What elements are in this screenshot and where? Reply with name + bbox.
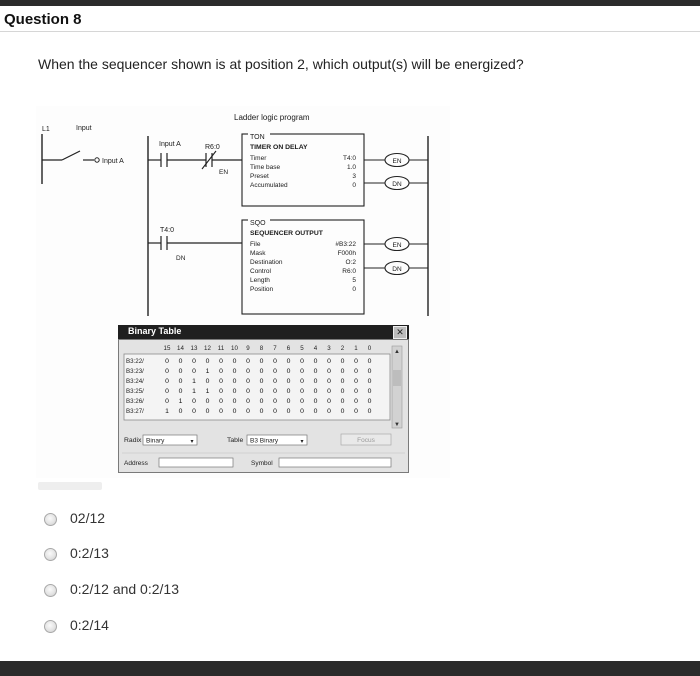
bit-header: 4 [313,345,318,352]
bit-cell[interactable]: 1 [205,368,210,375]
bit-header: 12 [204,345,211,352]
bit-cell[interactable]: 0 [165,368,169,375]
ton-row-label: Accumulated [250,182,288,189]
bit-cell[interactable]: 0 [232,408,237,415]
ton-name: TIMER ON DELAY [250,144,308,151]
blurred-mark [38,482,102,490]
sqo-row-label: File [250,241,261,248]
bit-cell[interactable]: 0 [165,388,169,395]
bit-cell[interactable]: 0 [259,388,264,395]
radio-button[interactable] [44,620,57,633]
bit-header: 7 [273,345,277,352]
sqo-row-value: F000h [337,250,356,257]
bit-cell[interactable]: 0 [340,408,345,415]
bit-cell[interactable]: 0 [165,398,169,405]
radix-label: Radix [124,437,142,444]
answer-label: 0:2/13 [70,545,109,561]
bit-cell[interactable]: 0 [219,408,223,415]
binary-table-data-area [124,354,390,420]
bit-cell[interactable]: 0 [313,388,318,395]
bit-cell[interactable]: 0 [205,408,210,415]
bit-cell[interactable]: 0 [219,378,223,385]
bit-cell[interactable]: 0 [367,378,372,385]
bit-cell[interactable]: 0 [232,368,237,375]
sqo-row-label: Length [250,277,270,284]
input-a-contact [161,153,167,167]
bit-cell[interactable]: 0 [232,398,237,405]
focus-button-label: Focus [357,437,375,444]
ton-dn-coil-label: DN [392,181,402,188]
sqo-rows [250,241,356,293]
sqo-name: SEQUENCER OUTPUT [250,230,323,237]
bit-cell[interactable]: 0 [232,358,237,365]
scroll-up-icon[interactable]: ▲ [394,349,400,355]
bit-cell[interactable]: 0 [313,398,318,405]
bit-cell[interactable]: 0 [367,388,372,395]
chevron-down-icon: ▾ [190,439,194,445]
t4-dn-contact [161,236,167,250]
row-address: B3:27/ [126,408,144,415]
bit-cell[interactable]: 1 [192,388,196,395]
bit-cell[interactable]: 0 [354,408,358,415]
answer-label: 0:2/12 and 0:2/13 [70,581,179,597]
title-divider [0,31,700,32]
bit-cell[interactable]: 0 [286,408,291,415]
close-icon[interactable]: ✕ [393,326,407,339]
bit-cell[interactable]: 0 [327,368,331,375]
row-address: B3:25/ [126,388,144,395]
bit-cell[interactable]: 0 [273,368,277,375]
rung1-contact2-sub: EN [219,169,229,176]
bit-header: 10 [231,345,238,352]
bit-cell[interactable]: 0 [286,398,291,405]
bit-cell[interactable]: 0 [192,408,196,415]
bit-cell[interactable]: 0 [367,368,372,375]
bit-cell[interactable]: 1 [165,408,169,415]
sqo-row-value: 0 [352,286,356,293]
bit-cell[interactable]: 0 [273,358,277,365]
radix-value: Binary [146,437,165,445]
bit-cell[interactable]: 0 [327,388,331,395]
sqo-row-label: Destination [250,259,283,266]
bit-cell[interactable]: 0 [178,408,183,415]
bit-cell[interactable]: 0 [192,358,196,365]
bit-cell[interactable]: 0 [192,368,196,375]
bit-cell[interactable]: 0 [300,388,304,395]
binary-table-title: Binary Table [128,326,182,336]
bit-cell[interactable]: 0 [340,388,345,395]
bit-header: 0 [367,345,372,352]
bit-cell[interactable]: 0 [354,368,358,375]
input-label: Input [76,125,92,132]
bit-cell[interactable]: 0 [313,408,318,415]
chevron-down-icon: ▾ [300,439,304,445]
bit-cell[interactable]: 0 [273,378,277,385]
ton-title: TON [250,134,265,141]
rung1-contact2-label: R6:0 [205,144,220,151]
bit-cell[interactable]: 0 [300,378,304,385]
binary-table-scrollbar[interactable] [392,346,402,428]
bottom-bar [0,661,700,676]
sqo-row-value: O:2 [345,259,356,266]
bit-cell[interactable]: 1 [205,388,210,395]
bit-cell[interactable]: 0 [219,388,223,395]
bit-cell[interactable]: 0 [273,408,277,415]
bit-cell[interactable]: 0 [300,368,304,375]
bit-header: 5 [300,345,304,352]
binary-table-body [118,339,409,473]
ton-row-label: Timer [250,155,267,162]
symbol-label: Symbol [251,460,273,467]
bit-cell[interactable]: 0 [192,398,196,405]
ton-row-value: T4:0 [342,155,356,162]
bit-header: 14 [177,345,184,352]
bit-cell[interactable]: 0 [367,408,372,415]
bit-header: 1 [354,345,358,352]
bit-cell[interactable]: 0 [340,398,345,405]
bit-cell[interactable]: 0 [327,358,331,365]
radio-button[interactable] [44,513,57,526]
sqo-dn-coil-label: DN [392,266,402,273]
bit-cell[interactable]: 0 [300,398,304,405]
binary-table-window [118,325,409,472]
bit-cell[interactable]: 0 [259,368,264,375]
bit-cell[interactable]: 0 [219,358,223,365]
switch-blade [62,151,80,160]
ton-en-coil-label: EN [392,158,402,165]
bit-cell[interactable]: 1 [192,378,196,385]
rung1-contact1-label: Input A [159,141,181,148]
bit-cell[interactable]: 0 [246,358,250,365]
bit-cell[interactable]: 0 [205,358,210,365]
row-address: B3:24/ [126,378,144,385]
bit-cell[interactable]: 0 [354,358,358,365]
bit-cell[interactable]: 0 [219,368,223,375]
bit-headers [164,345,372,352]
bit-cell[interactable]: 0 [354,378,358,385]
rung2-contact1-sub: DN [176,255,186,262]
bit-cell[interactable]: 0 [178,358,183,365]
sqo-row-value: #B3:22 [335,241,356,248]
bit-header: 11 [217,345,225,352]
bit-header: 2 [340,345,345,352]
symbol-input[interactable] [279,458,391,467]
ton-rows [250,155,356,189]
bit-header: 9 [246,345,250,352]
bit-cell[interactable]: 0 [178,388,183,395]
bit-header: 13 [190,345,198,352]
bit-cell[interactable]: 0 [340,378,345,385]
bit-cell[interactable]: 0 [327,398,331,405]
sqo-row-label: Control [250,268,271,275]
bit-cell[interactable]: 0 [313,378,318,385]
bit-cell[interactable]: 0 [205,378,210,385]
rung2-contact1-label: T4:0 [160,227,175,234]
bit-cell[interactable]: 0 [286,388,291,395]
bit-cell[interactable]: 0 [354,388,358,395]
bit-cell[interactable]: 0 [246,408,250,415]
sqo-title: SQO [250,220,266,227]
bit-cell[interactable]: 0 [367,358,372,365]
binary-table-titlebar [118,325,409,339]
bit-cell[interactable]: 0 [178,368,183,375]
bit-cell[interactable]: 0 [300,408,304,415]
binary-table-grid [119,340,408,472]
sqo-row-label: Position [250,286,274,293]
bit-cell[interactable]: 0 [327,378,331,385]
scroll-down-icon[interactable]: ▼ [394,422,400,428]
bit-cell[interactable]: 0 [232,388,237,395]
table-value: B3 Binary [250,437,279,445]
input-switch-label: Input A [102,158,124,165]
scrollbar-thumb[interactable] [393,370,401,386]
radio-button[interactable] [44,584,57,597]
bit-cell[interactable]: 1 [178,398,183,405]
question-title: Question 8 [4,11,82,28]
radio-button[interactable] [44,548,57,561]
bit-cell[interactable]: 0 [327,408,331,415]
bit-cell[interactable]: 0 [219,398,223,405]
ton-row-label: Time base [250,164,281,171]
answer-label: 0:2/14 [70,617,109,633]
bit-cell[interactable]: 0 [205,398,210,405]
ton-row-value: 1.0 [346,164,356,171]
ton-row-label: Preset [250,173,269,180]
table-label: Table [227,437,244,444]
bit-header: 3 [327,345,331,352]
bit-cell[interactable]: 0 [246,388,250,395]
bit-cell[interactable]: 0 [246,398,250,405]
sqo-row-value: R6:0 [342,268,356,275]
bit-cell[interactable]: 0 [259,408,264,415]
top-bar [0,0,700,6]
bit-cell[interactable]: 0 [300,358,304,365]
bit-cell[interactable]: 0 [273,398,277,405]
bit-header: 6 [286,345,291,352]
bit-cell[interactable]: 0 [232,378,237,385]
bit-cell[interactable]: 0 [286,378,291,385]
bit-cell[interactable]: 0 [313,358,318,365]
sqo-en-coil-label: EN [392,242,402,249]
ton-row-value: 0 [352,182,356,189]
bit-cell[interactable]: 0 [259,398,264,405]
answer-label: 02/12 [70,510,106,526]
bit-cell[interactable]: 0 [340,368,345,375]
bit-cell[interactable]: 0 [367,398,372,405]
bit-cell[interactable]: 0 [178,378,183,385]
bit-cell[interactable]: 0 [340,358,345,365]
row-address: B3:26/ [126,398,144,405]
bit-header: 15 [163,345,171,352]
rail-label: L1 [42,126,50,133]
bit-cell[interactable]: 0 [273,388,277,395]
address-input[interactable] [159,458,233,467]
address-label: Address [124,460,148,467]
bit-cell[interactable]: 0 [286,358,291,365]
bit-cell[interactable]: 0 [259,358,264,365]
bit-cell[interactable]: 0 [246,368,250,375]
bit-cell[interactable]: 0 [165,378,169,385]
sqo-row-value: 5 [352,277,356,284]
input-terminal [95,158,99,162]
bit-cell[interactable]: 0 [313,368,318,375]
row-address: B3:22/ [126,358,144,365]
bit-cell[interactable]: 0 [165,358,169,365]
question-text: When the sequencer shown is at position 2, which output(s) will be energized? [38,56,524,72]
sqo-row-label: Mask [250,250,266,257]
bit-cell[interactable]: 0 [286,368,291,375]
row-address: B3:23/ [126,368,144,375]
bit-cell[interactable]: 0 [259,378,264,385]
bit-cell[interactable]: 0 [246,378,250,385]
bit-header: 8 [259,345,264,352]
bit-cell[interactable]: 0 [354,398,358,405]
ladder-heading: Ladder logic program [234,113,310,122]
ton-row-value: 3 [352,173,356,180]
